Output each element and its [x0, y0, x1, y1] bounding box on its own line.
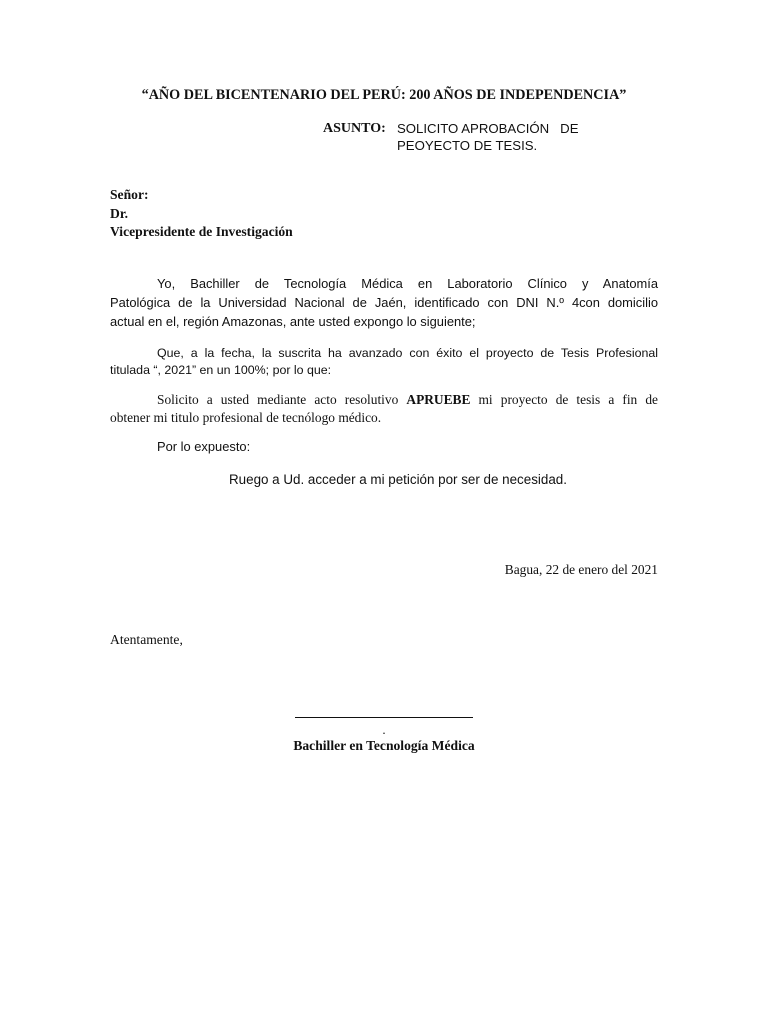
- recipient-position: Vicepresidente de Investigación: [110, 224, 293, 239]
- recipient-title: Dr.: [110, 206, 129, 221]
- paragraph-4: Por lo expuesto:: [157, 439, 251, 454]
- subject-line-1: SOLICITO APROBACIÓN DE: [397, 121, 579, 136]
- closing-farewell: Atentamente,: [110, 632, 183, 647]
- subject-line-2: PEOYECTO DE TESIS.: [397, 138, 538, 153]
- paragraph-1-line-1: Yo, Bachiller de Tecnología Médica en Laboratorio Clínico y Anatomía: [157, 276, 658, 291]
- place-and-date: Bagua, 22 de enero del 2021: [504, 562, 658, 577]
- paragraph-1-line-2: Patológica de la Universidad Nacional de Jaén, identificado con DNI N.º 4con domicilio: [110, 295, 658, 310]
- paragraph-2-line-2: titulada “, 2021” en un 100%; por lo que:: [110, 363, 332, 377]
- subject-label: ASUNTO:: [323, 121, 386, 136]
- signature-line: [295, 717, 473, 718]
- approve-emphasis: APRUEBE: [406, 392, 471, 407]
- paragraph-3-line-2: obtener mi titulo profesional de tecnólogo médico.: [110, 410, 382, 425]
- paragraph-1-line-3: actual en el, región Amazonas, ante usted expongo lo siguiente;: [110, 314, 476, 329]
- paragraph-5: Ruego a Ud. acceder a mi petición por ser de necesidad.: [229, 472, 567, 487]
- signature-dot: .: [382, 722, 386, 737]
- signature-role: Bachiller en Tecnología Médica: [293, 738, 475, 753]
- document-title: “AÑO DEL BICENTENARIO DEL PERÚ: 200 AÑOS DE INDEPENDENCIA”: [141, 87, 627, 103]
- paragraph-2-line-1: Que, a la fecha, la suscrita ha avanzado con éxito el proyecto de Tesis Profesional: [157, 346, 658, 360]
- recipient-salutation: Señor:: [110, 187, 149, 202]
- paragraph-3-line-1: Solicito a usted mediante acto resolutivo APRUEBE mi proyecto de tesis a fin de: [157, 392, 658, 407]
